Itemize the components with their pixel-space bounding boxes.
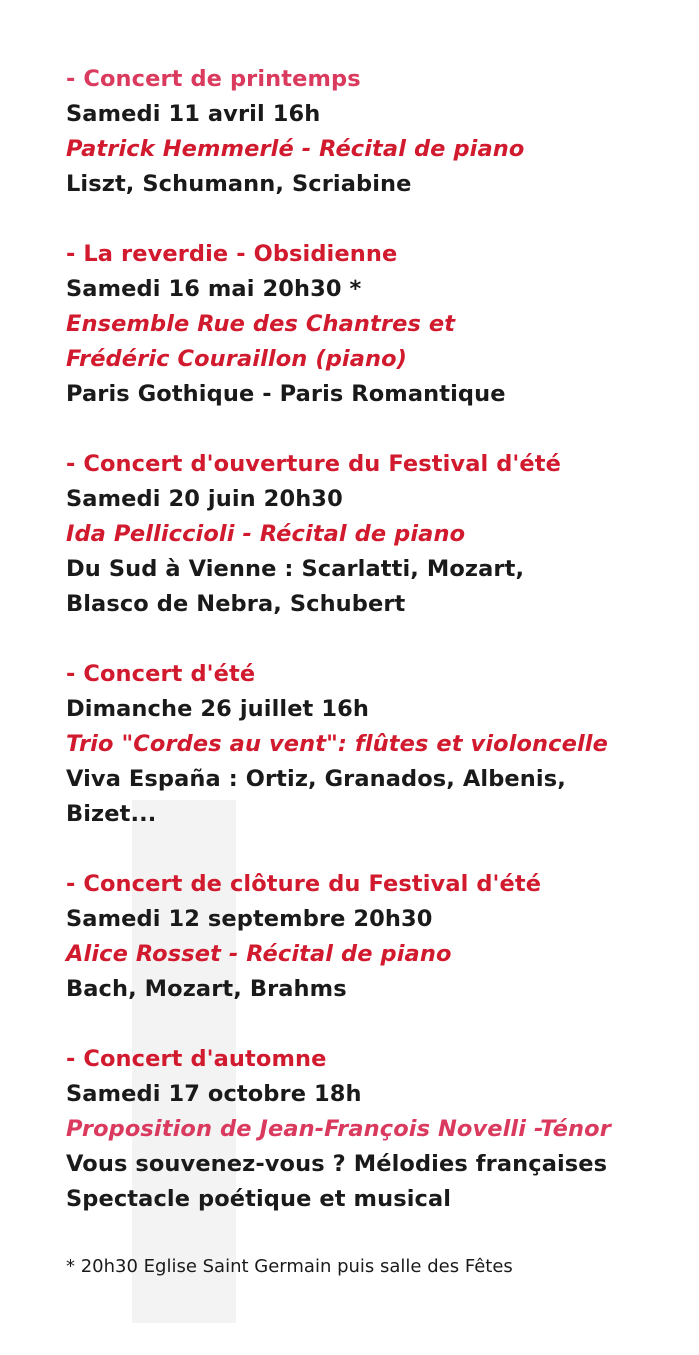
event-program: Paris Gothique - Paris Romantique	[66, 381, 506, 407]
event-date: Samedi 12 septembre 20h30	[66, 906, 433, 932]
event-artist: Ensemble Rue des Chantres et	[66, 311, 456, 337]
event-program: Bizet...	[66, 801, 157, 827]
event-title: - Concert de printemps	[66, 66, 361, 92]
venue-footnote: * 20h30 Eglise Saint Germain puis salle des Fêtes	[66, 1256, 513, 1277]
event-artist: Patrick Hemmerlé - Récital de piano	[66, 136, 525, 162]
event-artist: Ida Pelliccioli - Récital de piano	[66, 521, 466, 547]
event-program: Vous souvenez-vous ? Mélodies françaises	[66, 1151, 608, 1177]
event-reverdie	[66, 237, 686, 412]
event-date: Dimanche 26 juillet 16h	[66, 696, 369, 722]
event-title: - Concert d'automne	[66, 1046, 327, 1072]
event-festival-closing	[66, 867, 686, 1007]
event-date: Samedi 11 avril 16h	[66, 101, 321, 127]
event-program: Bach, Mozart, Brahms	[66, 976, 347, 1002]
concert-program	[66, 62, 686, 1282]
event-festival-opening	[66, 447, 686, 622]
event-title: - La reverdie - Obsidienne	[66, 241, 398, 267]
event-date: Samedi 20 juin 20h30	[66, 486, 343, 512]
event-program: Liszt, Schumann, Scriabine	[66, 171, 412, 197]
event-artist: Trio "Cordes au vent": flûtes et violoncelle	[66, 731, 608, 757]
event-date: Samedi 16 mai 20h30 *	[66, 276, 362, 302]
event-program: Du Sud à Vienne : Scarlatti, Mozart,	[66, 556, 525, 582]
event-autumn	[66, 1042, 686, 1217]
event-artist: Proposition de Jean-François Novelli -Ténor	[66, 1116, 611, 1142]
event-program: Blasco de Nebra, Schubert	[66, 591, 406, 617]
event-title: - Concert de clôture du Festival d'été	[66, 871, 542, 897]
event-artist: Frédéric Couraillon (piano)	[66, 346, 408, 372]
event-date: Samedi 17 octobre 18h	[66, 1081, 362, 1107]
event-program: Viva España : Ortiz, Granados, Albenis,	[66, 766, 566, 792]
event-spring	[66, 62, 686, 202]
event-title: - Concert d'ouverture du Festival d'été	[66, 451, 561, 477]
event-artist: Alice Rosset - Récital de piano	[66, 941, 452, 967]
event-summer	[66, 657, 686, 832]
event-program: Spectacle poétique et musical	[66, 1186, 452, 1212]
event-title: - Concert d'été	[66, 661, 256, 687]
